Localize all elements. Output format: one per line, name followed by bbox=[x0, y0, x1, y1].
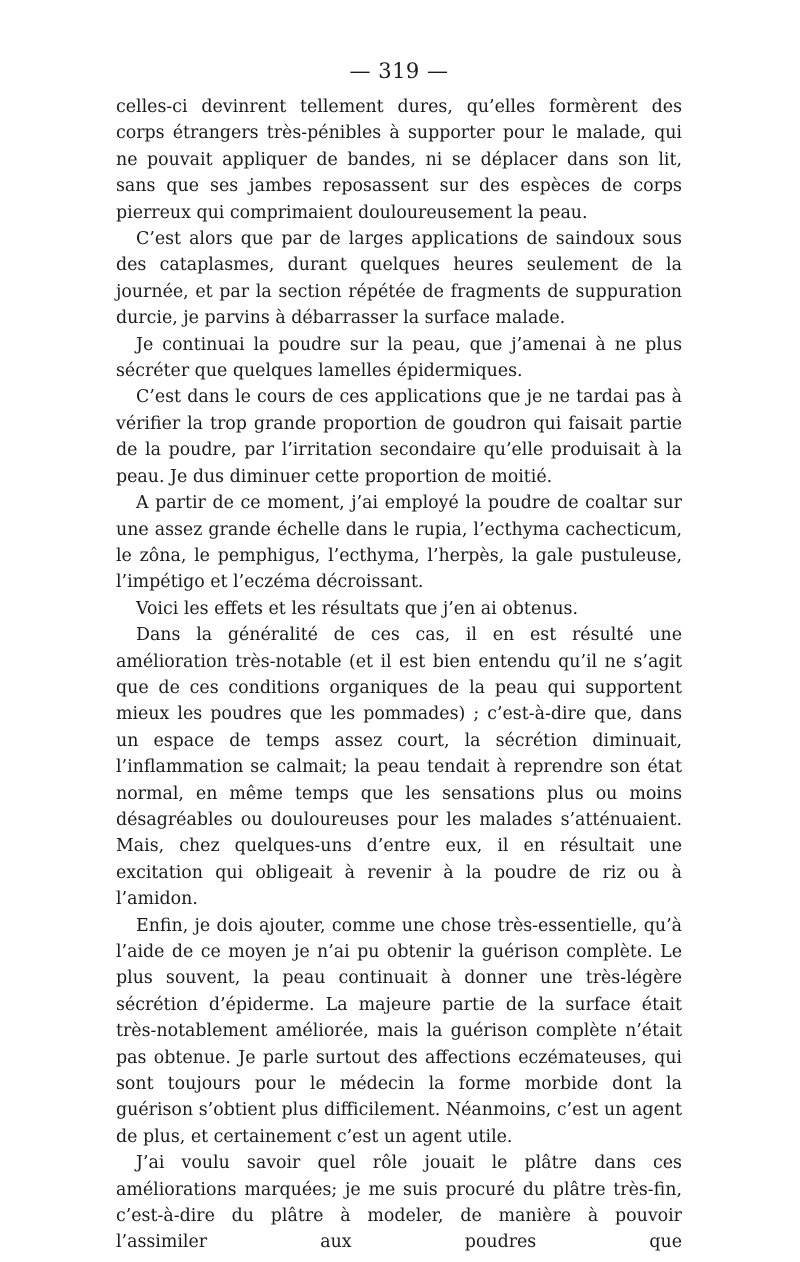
paragraph: Je continuai la poudre sur la peau, que j’amenai à ne plus sécréter que quelques lamelles épidermiques. bbox=[116, 334, 682, 382]
paragraph: Voici les effets et les résultats que j’en ai obtenus. bbox=[136, 598, 578, 619]
paragraph: C’est alors que par de larges applications de saindoux sous des cataplasmes, durant quelques heures seulement de la journée, et par la section répétée de fragments de suppuration durcie, je parvins à débarrasser la surface malade. bbox=[116, 229, 682, 329]
paragraph: A partir de ce moment, j’ai employé la poudre de coaltar sur une assez grande échelle dans le rupia, l’ecthyma cachecticum, le zôna, le pemphigus, l’ecthyma, l’herpès, la gale pustuleuse, l’impétigo et l’eczéma décroissant. bbox=[116, 493, 682, 593]
paragraph: celles-ci devinrent tellement dures, qu’elles formèrent des corps étrangers très-pénibles à supporter pour le malade, qui ne pouvait appliquer de bandes, ni se déplacer dans son lit, sans que ses jambes reposassent sur des espèces de corps pierreux qui comprimaient douloureusement la peau. bbox=[116, 97, 682, 223]
paragraph: Dans la généralité de ces cas, il en est résulté une amélioration très-notable (et il est bien entendu qu’il ne s’agit que de ces conditions organiques de la peau qui supportent mieux les poudres que les pommades) ; c’est-à-dire que, dans un espace de temps assez court, la sécrétion diminuait, l’inflammation se calmait; la peau tendait à reprendre son état normal, en même temps que les sensations plus ou moins désagréables ou douloureuses pour les malades s’atténuaient. Mais, chez quelques-uns d’entre eux, il en résultait une excitation qui obligeait à revenir à la poudre de riz ou à l’amidon. bbox=[116, 625, 682, 910]
paragraph: C’est dans le cours de ces applications que je ne tardai pas à vérifier la trop grande proportion de goudron qui faisait partie de la poudre, par l’irritation secondaire qu’elle produisait à la peau. Je dus diminuer cette proportion de moitié. bbox=[116, 387, 682, 487]
paragraph: Enfin, je dois ajouter, comme une chose très-essentielle, qu’à l’aide de ce moyen je n’ai pu obtenir la guérison complète. Le plus souvent, la peau continuait à donner une très-légère sécrétion d’épiderme. La majeure partie de la surface était très-notablement améliorée, mais la guérison complète n’était pas obtenue. Je parle surtout des affections eczémateuses, qui sont toujours pour le médecin la forme morbide dont la guérison s’obtient plus difficilement. Néanmoins, c’est un agent de plus, et certainement c’est un agent utile. bbox=[116, 915, 682, 1147]
paragraph: J’ai voulu savoir quel rôle jouait le plâtre dans ces améliorations marquées; je me suis procuré du plâtre très-fin, c’est-à-dire du plâtre à modeler, de manière à pouvoir l’assimiler aux poudres que bbox=[116, 1153, 682, 1253]
page-body bbox=[116, 54, 682, 1256]
page-number: — 319 — bbox=[349, 59, 449, 83]
